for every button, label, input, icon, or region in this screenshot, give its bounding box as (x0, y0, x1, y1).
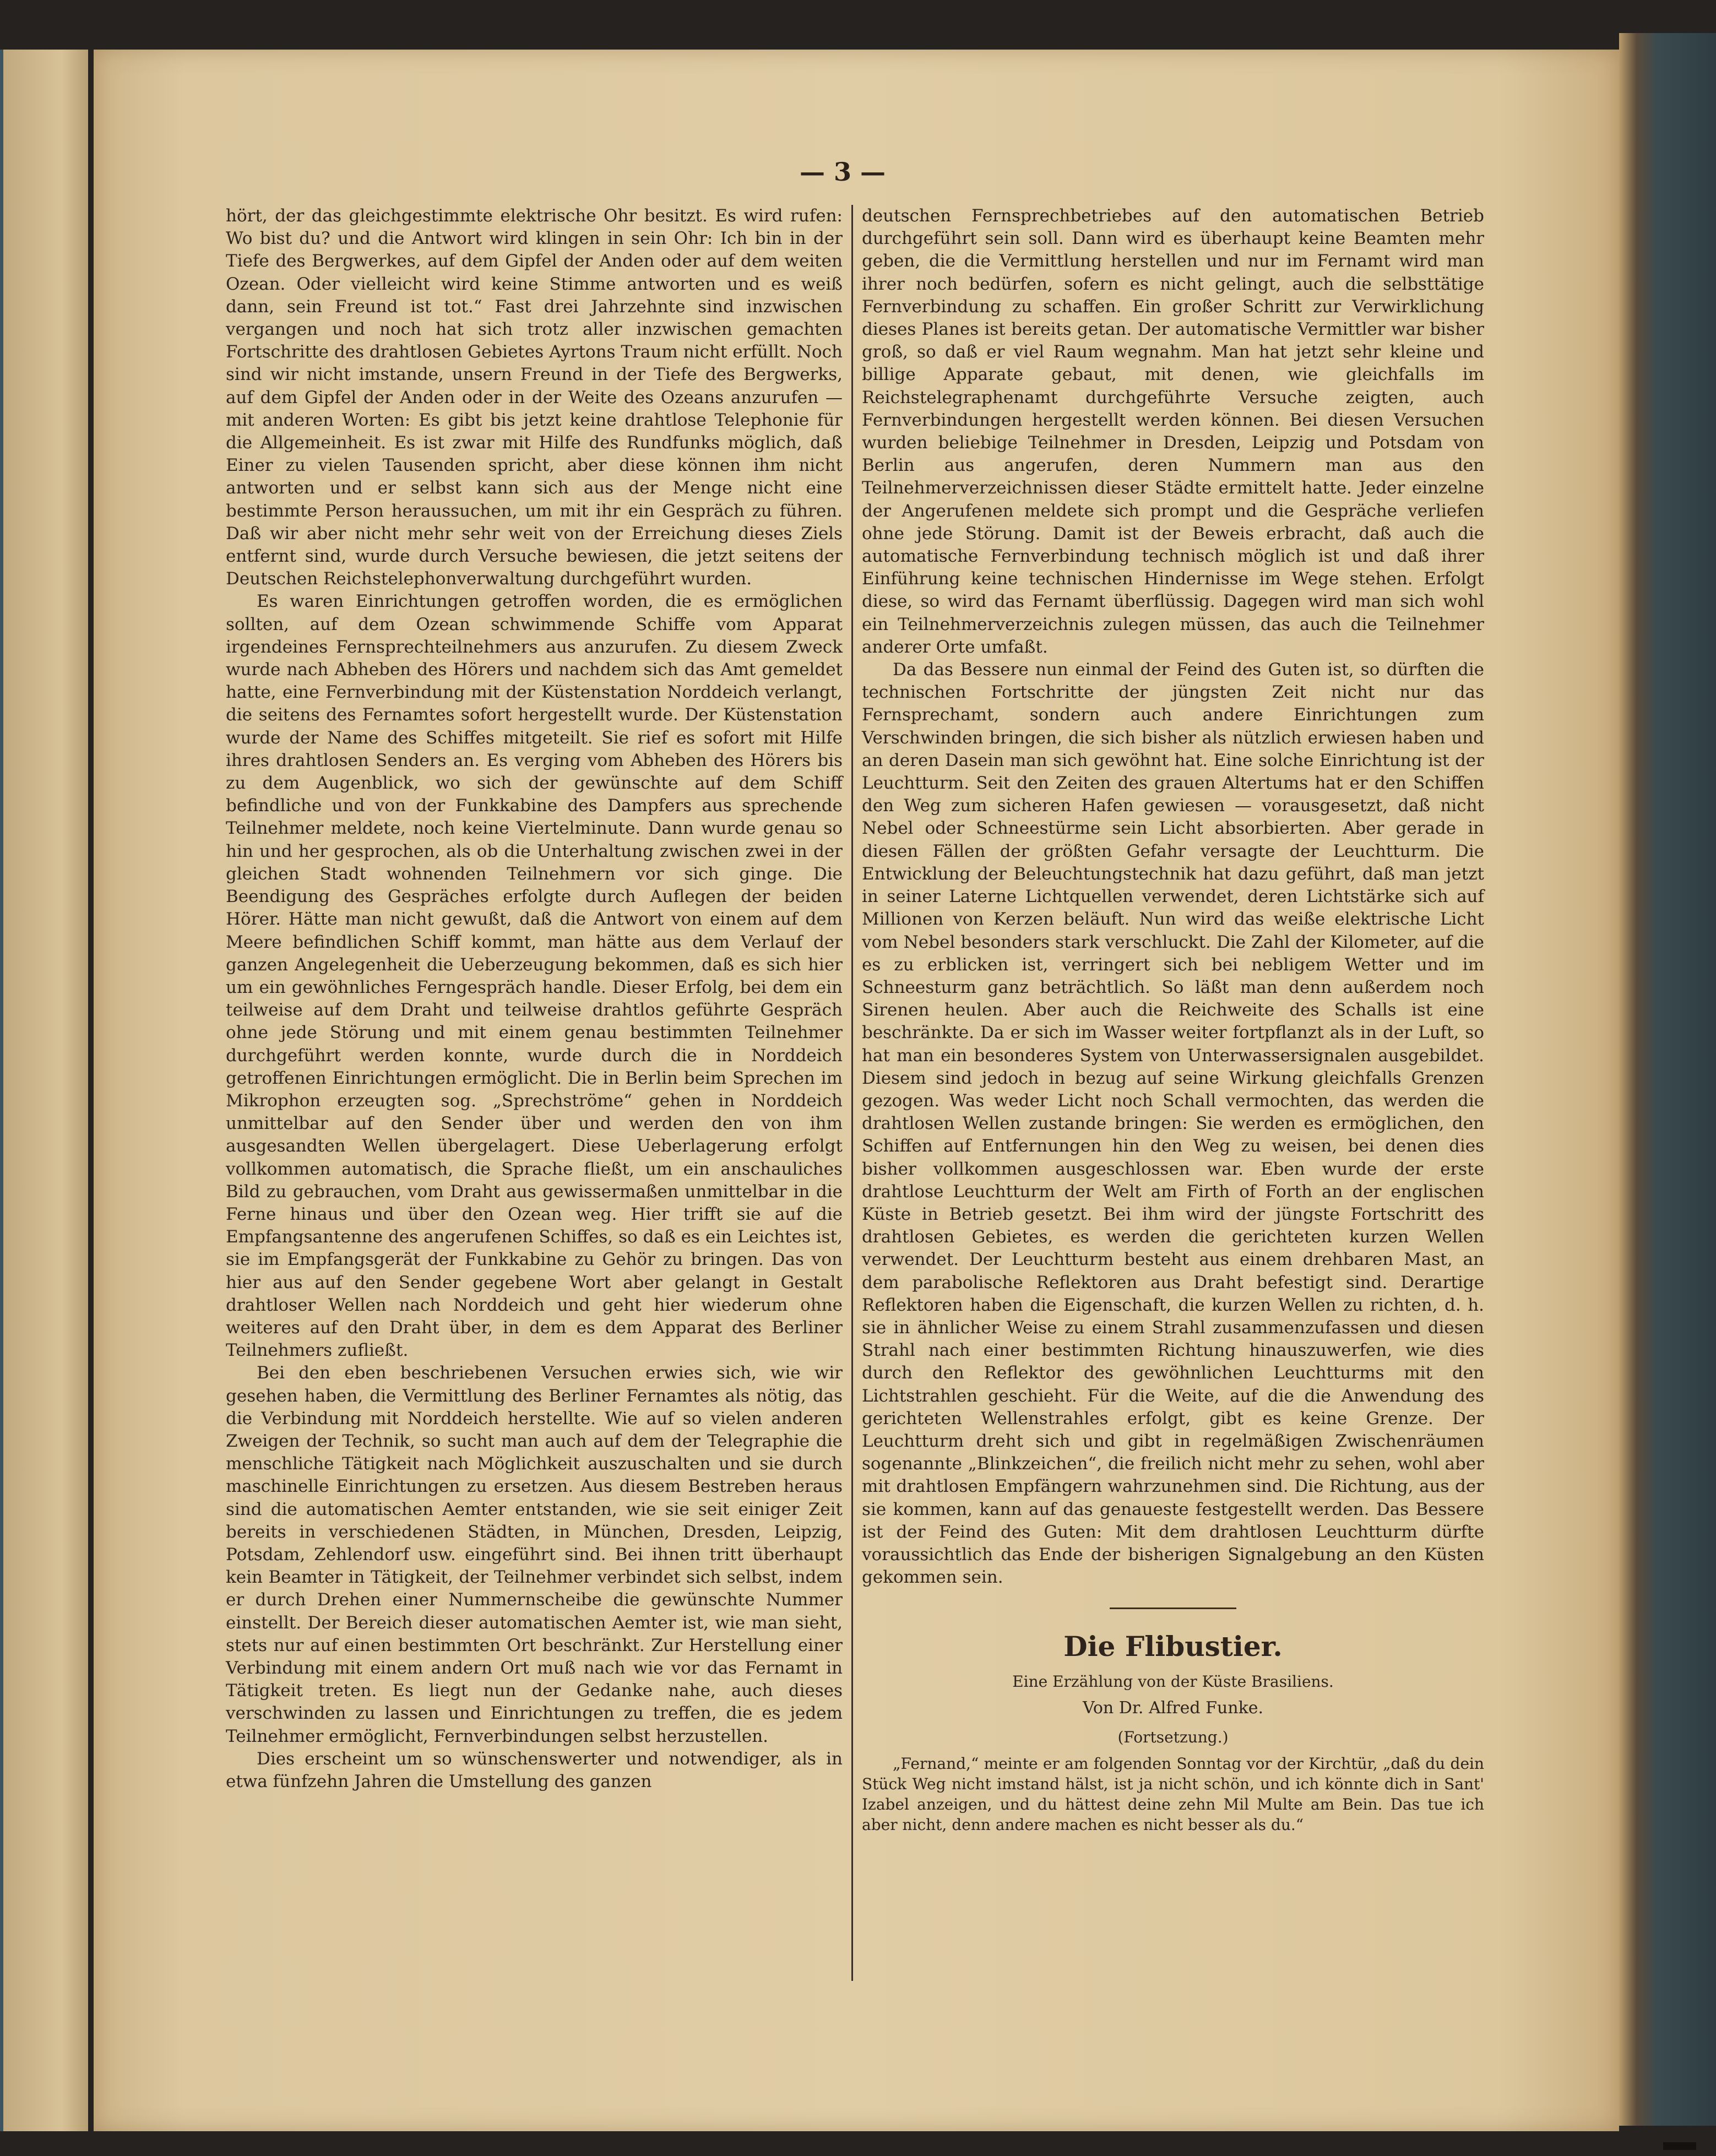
right-column (862, 205, 1484, 1835)
paragraph: deutschen Fernsprechbetriebes auf den automatischen Betrieb durchgeführt sein soll. Dann wird es überhaupt keine Beamten mehr geben, die die Vermittlung herstellen und nur im Fernamt wird man ihrer noch bedürfen, sofern es nicht gelingt, auch die selbsttätige Fernverbindung zu schaffen. Ein großer Schritt zur Verwirklichung dieses Planes ist bereits getan. Der automatische Vermittler war bisher groß, so daß er viel Raum wegnahm. Man hat jetzt sehr kleine und billige Apparate gebaut, mit denen, wie gleichfalls im Reichstelegraphenamt durchgeführte Versuche zeigten, auch Fernverbindungen hergestellt werden können. Bei diesen Versuchen wurden beliebige Teilnehmer in Dresden, Leipzig und Potsdam von Berlin aus angerufen, deren Nummern man aus den Teilnehmerverzeichnissen dieser Städte ermittelt hatte. Jeder einzelne der Angerufenen meldete sich prompt und die Gespräche verliefen ohne jede Störung. Damit ist der Beweis erbracht, daß auch die automatische Fernverbindung technisch möglich ist und daß ihrer Einführung keine technischen Hindernisse im Wege stehen. Erfolgt diese, so wird das Fernamt überflüssig. Dagegen wird man sich wohl ein Teilnehmerverzeichnis zulegen müssen, das auch die Teilnehmer anderer Orte umfaßt. (862, 206, 1484, 657)
book-cover-edge (0, 50, 3, 2131)
previous-page-edge (0, 50, 88, 2131)
column-divider (851, 205, 853, 1981)
story-subtitle: Eine Erzählung von der Küste Brasiliens. (1012, 1672, 1334, 1691)
paragraph: Dies erscheint um so wünschenswerter und notwendiger, als in etwa fünfzehn Jahren die Umstellung des ganzen (226, 1748, 843, 1792)
paragraph: hört, der das gleichgestimmte elektrische Ohr besitzt. Es wird rufen: Wo bist du? und die Antwort wird klingen in sein Ohr: Ich bin in der Tiefe des Bergwerkes, auf dem Gipfel der Anden oder auf dem weiten Ozean. Oder vielleicht wird keine Stimme antworten und es weiß dann, sein Freund ist tot.“ Fast drei Jahrzehnte sind inzwischen vergangen und noch hat sich trotz aller inzwischen gemachten Fortschritte des drahtlosen Gebietes Ayrtons Traum nicht erfüllt. Noch sind wir nicht imstande, unsern Freund in der Tiefe des Bergwerks, auf dem Gipfel der Anden oder in der Weite des Ozeans anzurufen — mit anderen Worten: Es gibt bis jetzt keine drahtlose Telephonie für die Allgemeinheit. Es ist zwar mit Hilfe des Rundfunks möglich, daß Einer zu vielen Tausenden spricht, aber diese können ihm nicht antworten und er selbst kann sich aus der Menge nicht eine bestimmte Person heraussuchen, um mit ihr ein Gespräch zu führen. Daß wir aber nicht mehr sehr weit von der Erreichung dieses Ziels entfernt sind, wurde durch Versuche bewiesen, die jetzt seitens der Deutschen Reichstelephonverwaltung durchgeführt wurden. (226, 206, 843, 589)
story-continuation: (Fortsetzung.) (1117, 1728, 1229, 1747)
story-author: Von Dr. Alfred Funke. (1082, 1698, 1264, 1718)
story-title: Die Flibustier. (1063, 1630, 1283, 1663)
left-column (226, 205, 843, 1793)
paragraph: Da das Bessere nun einmal der Feind des Guten ist, so dürften die technischen Fortschritte der jüngsten Zeit nicht nur das Fernsprechamt, sondern auch andere Einrichtungen zum Verschwinden bringen, die sich bisher als nützlich erwiesen haben und an deren Dasein man sich gewöhnt hat. Eine solche Einrichtung ist der Leuchtturm. Seit den Zeiten des grauen Altertums hat er den Schiffen den Weg zum sicheren Hafen gewiesen — vorausgesetzt, daß nicht Nebel oder Schneestürme sein Licht absorbierten. Aber gerade in diesen Fällen der größten Gefahr versagte der Leuchtturm. Die Entwicklung der Beleuchtungstechnik hat dazu geführt, daß man jetzt in seiner Laterne Lichtquellen verwendet, deren Lichtstärke sich auf Millionen von Kerzen beläuft. Nun wird das weiße elektrische Licht vom Nebel besonders stark verschluckt. Die Zahl der Kilometer, auf die es zu erblicken ist, verringert sich bei nebligem Wetter und im Schneesturm ganz beträchtlich. So läßt man denn außerdem noch Sirenen heulen. Aber auch die Reichweite des Schalls ist eine beschränkte. Da er sich im Wasser weiter fortpflanzt als in der Luft, so hat man ein besonderes System von Unterwassersignalen ausgebildet. Diesem sind jedoch in bezug auf seine Wirkung gleichfalls Grenzen gezogen. Was weder Licht noch Schall vermochten, das werden die drahtlosen Wellen zustande bringen: Sie werden es ermöglichen, den Schiffen auf Entfernungen hin den Weg zu weisen, bei denen dies bisher vollkommen ausgeschlossen war. Eben wurde der erste drahtlose Leuchtturm der Welt am Firth of Forth an der englischen Küste in Betrieb gesetzt. Bei ihm wird der jüngste Fortschritt des drahtlosen Gebietes, es werden die gerichteten kurzen Wellen verwendet. Der Leuchtturm besteht aus einem drehbaren Mast, an dem parabolische Reflektoren aus Draht befestigt sind. Derartige Reflektoren haben die Eigenschaft, die kurzen Wellen zu richten, d. h. sie in ähnlicher Weise zu einem Strahl zusammenzufassen und diesen Strahl nach einer bestimmten Richtung hinauszuwerfen, wie dies durch den Reflektor des gewöhnlichen Leuchtturms mit den Lichtstrahlen geschieht. Für die Weite, auf die die Anwendung des gerichteten Wellenstrahles erfolgt, gibt es keine Grenze. Der Leuchtturm dreht sich und gibt in regelmäßigen Zwischenräumen sogenannte „Blinkzeichen“, die freilich nicht mehr zu sehen, wohl aber mit drahtlosen Empfängern wahrzunehmen sind. Die Richtung, aus der sie kommen, kann auf das genaueste festgestellt werden. Das Bessere ist der Feind des Guten: Mit dem drahtlosen Leuchtturm dürfte voraussichtlich das Ende der bisherigen Signalgebung an den Küsten gekommen sein. (862, 660, 1484, 1588)
paragraph: Bei den eben beschriebenen Versuchen erwies sich, wie wir gesehen haben, die Vermittlung des Berliner Fernamtes als nötig, das die Verbindung mit Norddeich herstellte. Wie auf so vielen anderen Zweigen der Technik, so sucht man auch auf dem der Telegraphie die menschliche Tätigkeit nach Möglichkeit auszuschalten und sie durch maschinelle Einrichtungen zu ersetzen. Aus diesem Bestreben heraus sind die automatischen Aemter entstanden, wie sie seit einiger Zeit bereits in verschiedenen Städten, in München, Dresden, Leipzig, Potsdam, Zehlendorf usw. eingeführt sind. Bei ihnen tritt überhaupt kein Beamter in Tätigkeit, der Teilnehmer verbindet sich selbst, indem er durch Drehen einer Nummernscheibe die gewünschte Nummer einstellt. Der Bereich dieser automatischen Aemter ist, wie man sieht, stets nur auf einen bestimmten Ort beschränkt. Zur Herstellung einer Verbindung mit einem andern Ort muß nach wie vor das Fernamt in Tätigkeit treten. Es liegt nun der Gedanke nahe, auch dieses verschwinden zu lassen und Einrichtungen zu treffen, die es jedem Teilnehmer ermöglicht, Fernverbindungen selbst herzustellen. (226, 1363, 843, 1746)
section-rule (1110, 1608, 1236, 1609)
story-text: „Fernand,“ meinte er am folgenden Sonntag vor der Kirchtür, „daß du dein Stück Weg nicht imstand hälst, ist ja nicht schön, und ich könnte dich in Sant' Izabel anzeigen, und du hättest deine zehn Mil Multe am Bein. Das tue ich aber nicht, denn andere machen es nicht besser als du.“ (862, 1755, 1484, 1834)
book-binding (1619, 33, 1716, 2126)
page-number: — 3 — (799, 157, 886, 187)
paragraph: Es waren Einrichtungen getroffen worden, die es ermöglichen sollten, auf dem Ozean schwimmende Schiffe vom Apparat irgendeines Fernsprechteilnehmers aus anzurufen. Zu diesem Zweck wurde nach Abheben des Hörers und nachdem sich das Amt gemeldet hatte, eine Fernverbindung mit der Küstenstation Norddeich verlangt, die seitens des Fernamtes sofort hergestellt wurde. Der Küstenstation wurde der Name des Schiffes mitgeteilt. Sie rief es sofort mit Hilfe ihres drahtlosen Senders an. Es verging vom Abheben des Hörers bis zu dem Augenblick, wo sich der gewünschte auf dem Schiff befindliche und von der Funkkabine des Dampfers aus sprechende Teilnehmer meldete, noch keine Viertelminute. Dann wurde genau so hin und her gesprochen, als ob die Unterhaltung zwischen zwei in der gleichen Stadt wohnenden Teilnehmern vor sich ginge. Die Beendigung des Gespräches erfolgte durch Auflegen der beiden Hörer. Hätte man nicht gewußt, daß die Antwort von einem auf dem Meere befindlichen Schiff kommt, man hätte aus dem Verlauf der ganzen Angelegenheit die Ueberzeugung bekommen, daß es sich hier um ein gewöhnliches Ferngespräch handle. Dieser Erfolg, bei dem ein teilweise auf dem Draht und teilweise drahtlos geführte Gespräch ohne jede Störung und mit einem genau bestimmten Teilnehmer durchgeführt werden konnte, wurde durch die in Norddeich getroffenen Einrichtungen ermöglicht. Die in Berlin beim Sprechen im Mikrophon erzeugten sog. „Sprechströme“ gehen in Norddeich unmittelbar auf den Sender über und werden den von ihm ausgesandten Wellen übergelagert. Diese Ueberlagerung erfolgt vollkommen automatisch, die Sprache fließt, um ein anschauliches Bild zu gebrauchen, vom Draht aus gewissermaßen unmittelbar in die Ferne hinaus und über den Ozean weg. Hier trifft sie auf die Empfangsantenne des angerufenen Schiffes, so daß es ein Leichtes ist, sie im Empfangsgerät der Funkkabine zu Gehör zu bringen. Das von hier aus auf den Sender gegebene Wort aber gelangt in Gestalt drahtloser Wellen nach Norddeich und geht hier wiederum ohne weiteres auf den Draht über, in dem es dem Apparat des Berliner Teilnehmers zufließt. (226, 591, 843, 1361)
scan-mark (1663, 2142, 1696, 2150)
